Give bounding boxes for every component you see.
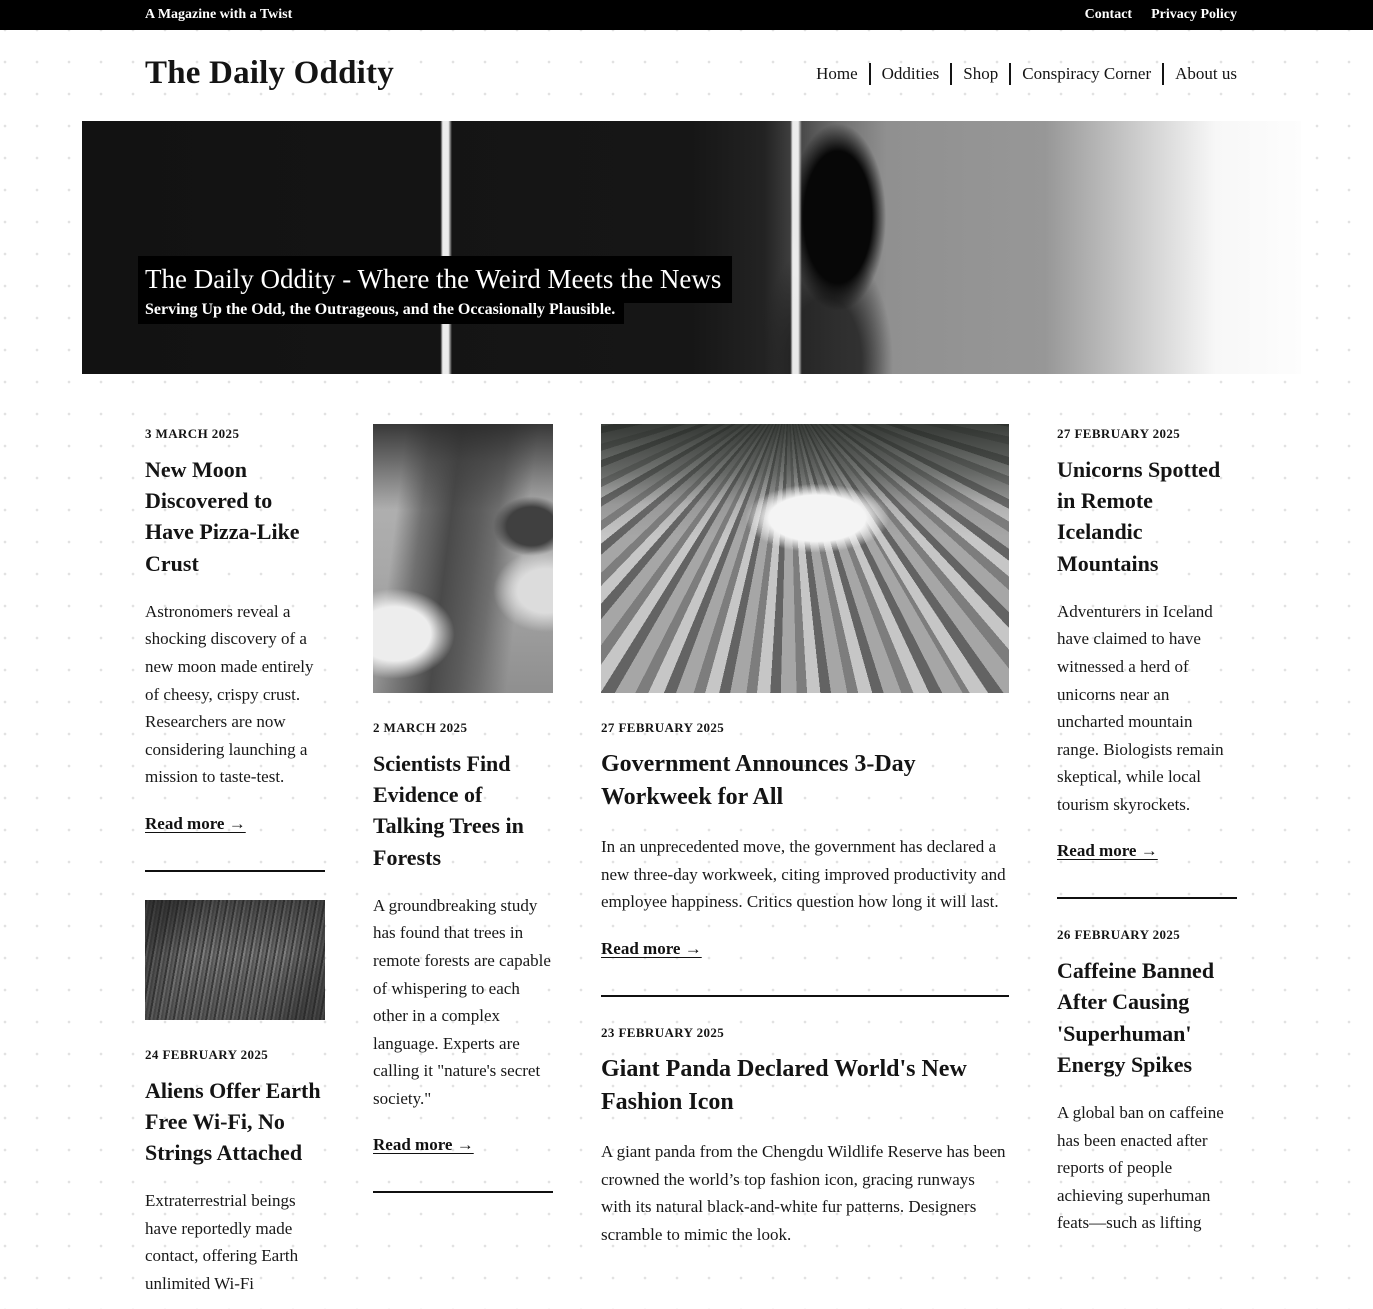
- read-more-link[interactable]: Read more →: [373, 1135, 474, 1155]
- nav-separator: [1162, 63, 1164, 85]
- nav-item-oddities[interactable]: Oddities: [881, 63, 940, 83]
- gnarled-tree-trunk-photo[interactable]: [373, 424, 553, 693]
- article-divider: [373, 1191, 553, 1193]
- read-more-link[interactable]: Read more →: [1057, 841, 1158, 861]
- column-4: [1057, 424, 1237, 1260]
- article-title[interactable]: New Moon Discovered to Have Pizza-Like Crust: [145, 457, 300, 576]
- column-2: [373, 424, 553, 1221]
- main-nav: [816, 63, 1237, 85]
- article-card: [601, 1025, 1009, 1248]
- article-divider: [145, 870, 325, 872]
- article-title[interactable]: Aliens Offer Earth Free Wi-Fi, No Strings Attached: [145, 1077, 321, 1166]
- site-title[interactable]: The Daily Oddity: [145, 55, 394, 91]
- article-card: [145, 426, 325, 872]
- hero-caption: [138, 266, 732, 318]
- top-bar: [0, 0, 1373, 30]
- article-title[interactable]: Giant Panda Declared World's New Fashion Icon: [601, 1055, 967, 1115]
- article-card: [1057, 426, 1237, 899]
- article-body: A groundbreaking study has found that trees in remote forests are capable of whispering to each other in a complex language. Experts are calling it "nature's secret society.": [373, 895, 551, 1108]
- nav-item-conspiracy-corner[interactable]: Conspiracy Corner: [1022, 63, 1152, 83]
- nav-separator: [950, 63, 952, 85]
- article-title[interactable]: Unicorns Spotted in Remote Icelandic Mountains: [1057, 457, 1221, 576]
- article-grid: [145, 424, 1237, 1309]
- hero-title: The Daily Oddity - Where the Weird Meets the News: [138, 266, 732, 293]
- article-body: A giant panda from the Chengdu Wildlife Reserve has been crowned the world’s top fashion icon, gracing runways with its natural black-and-white fur patterns. Designers scramble to mimic the look.: [601, 1142, 1006, 1244]
- column-1: [145, 424, 325, 1309]
- article-date: 2 MARCH 2025: [373, 720, 468, 735]
- nav-separator: [1009, 63, 1011, 85]
- article-title[interactable]: Government Announces 3-Day Workweek for All: [601, 751, 916, 811]
- article-divider: [601, 995, 1009, 997]
- article-body: Adventurers in Iceland have claimed to have witnessed a herd of unicorns near an uncharted mountain range. Biologists remain skeptical, while local tourism skyrockets.: [1057, 601, 1224, 814]
- site-tagline: A Magazine with a Twist: [145, 7, 293, 22]
- article-card: [601, 424, 1009, 997]
- topbar-links: [1085, 7, 1237, 23]
- article-divider: [1057, 897, 1237, 899]
- article-body: Astronomers reveal a shocking discovery of a new moon made entirely of cheesy, crispy crust. Researchers are now considering launching a mission to taste-test.: [145, 601, 314, 787]
- nav-item-shop[interactable]: Shop: [963, 63, 999, 83]
- article-date: 23 FEBRUARY 2025: [601, 1024, 725, 1040]
- hero-dog-eye-photo: [82, 121, 1301, 374]
- article-date: 27 FEBRUARY 2025: [1057, 426, 1181, 441]
- article-body: A global ban on caffeine has been enacted after reports of people achieving superhuman feats—such as lifting: [1057, 1103, 1224, 1233]
- article-body: Extraterrestrial beings have reportedly made contact, offering Earth unlimited Wi-Fi: [145, 1191, 299, 1293]
- read-more-link[interactable]: Read more →: [145, 813, 246, 833]
- article-title[interactable]: Scientists Find Evidence of Talking Trees in Forests: [373, 751, 524, 870]
- article-body: In an unprecedented move, the government has declared a new three-day workweek, citing improved productivity and employee happiness. Critics question how long it will last.: [601, 837, 1006, 912]
- article-date: 26 FEBRUARY 2025: [1057, 927, 1181, 943]
- nav-item-about-us[interactable]: About us: [1175, 63, 1237, 83]
- nav-separator: [869, 63, 871, 85]
- site-header: [0, 30, 1373, 121]
- cat-sleeping-on-bamboo-photo[interactable]: [601, 424, 1009, 693]
- article-title[interactable]: Caffeine Banned After Causing 'Superhuman' Energy Spikes: [1057, 958, 1215, 1077]
- hero-subtitle: Serving Up the Odd, the Outrageous, and the Occasionally Plausible.: [138, 302, 732, 318]
- article-date: 3 MARCH 2025: [145, 426, 240, 441]
- column-3-wide: [601, 424, 1009, 1271]
- topbar-link-contact[interactable]: Contact: [1084, 7, 1133, 22]
- fur-texture-photo[interactable]: [145, 900, 325, 1020]
- article-card: [1057, 927, 1237, 1237]
- nav-item-home[interactable]: Home: [816, 63, 858, 83]
- article-date: 24 FEBRUARY 2025: [145, 1046, 269, 1062]
- article-card: [373, 424, 553, 1193]
- article-card: [145, 900, 325, 1298]
- read-more-link[interactable]: Read more →: [601, 938, 702, 958]
- topbar-link-privacy-policy[interactable]: Privacy Policy: [1151, 7, 1237, 22]
- article-date: 27 FEBRUARY 2025: [601, 720, 725, 735]
